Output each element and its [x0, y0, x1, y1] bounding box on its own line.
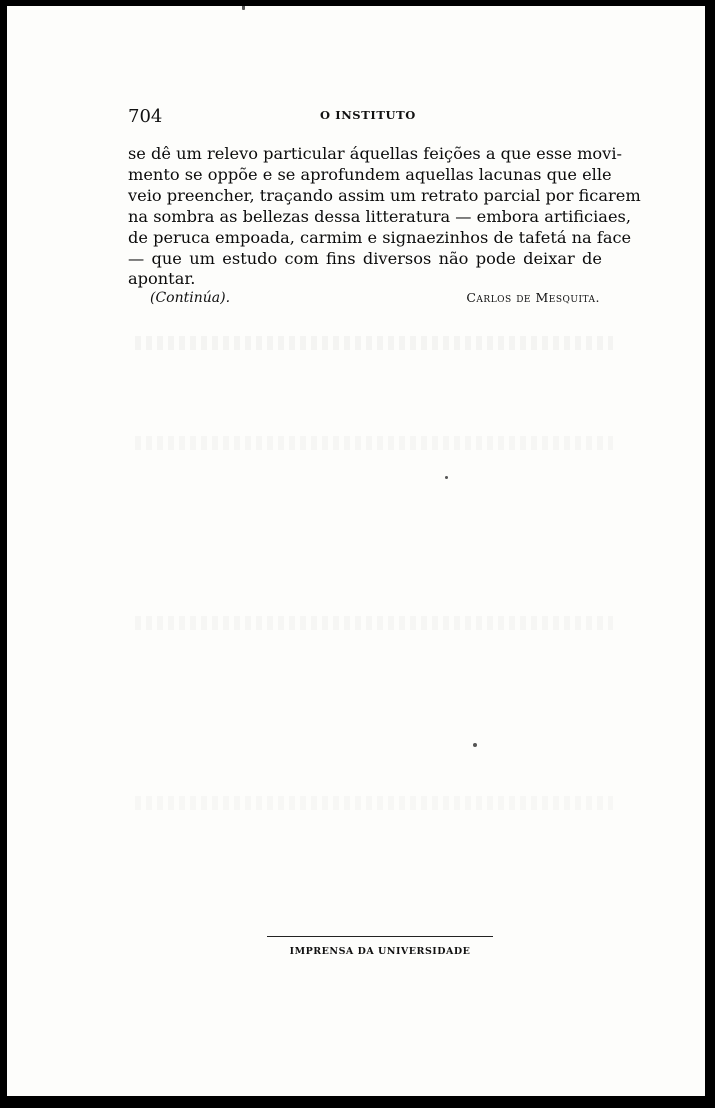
show-through	[135, 436, 613, 450]
paper-speck	[445, 476, 448, 479]
body-paragraph	[128, 144, 641, 290]
text-line: veio preencher, traçando assim um retrato parcial por ficarem	[128, 185, 641, 205]
text-line: na sombra as bellezas dessa litteratura — embora artificiaes,	[128, 206, 631, 226]
show-through	[135, 336, 613, 350]
author-signature: Carlos de Mesquita.	[466, 290, 600, 305]
show-through	[135, 796, 613, 810]
signature-row	[128, 290, 602, 312]
text-line: se dê um relevo particular áquellas feições a que esse movi-	[128, 144, 622, 163]
text-line: de peruca empoada, carmim e signaezinhos de tafetá na face	[128, 227, 632, 247]
footer-rule	[267, 936, 493, 937]
paper-speck	[242, 6, 245, 10]
paper-speck	[473, 743, 477, 747]
page-number: 704	[128, 106, 163, 127]
imprint-line: IMPRENSA DA UNIVERSIDADE	[289, 946, 471, 957]
show-through	[135, 616, 613, 630]
document-page	[7, 6, 705, 1096]
page-header	[128, 106, 608, 132]
text-line: — que um estudo com fins diversos não pode deixar de	[128, 248, 602, 268]
text-line: apontar.	[128, 269, 196, 289]
continued-note: (Continúa).	[150, 290, 231, 306]
running-head: O INSTITUTO	[320, 108, 416, 122]
text-line: mento se oppõe e se aprofundem aquellas lacunas que elle	[128, 164, 612, 184]
